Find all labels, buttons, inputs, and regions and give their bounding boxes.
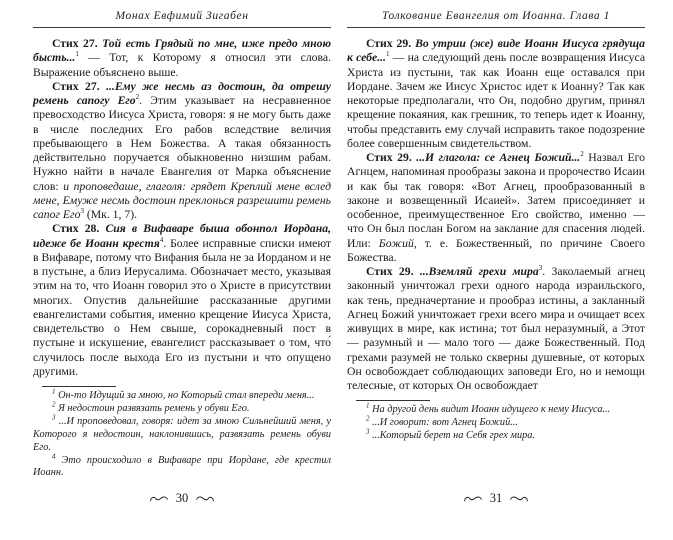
right-page-footer [347, 491, 645, 508]
left-footnote-list: $^1$ Он-то Идущий за мною, но Который стал впереди меня... $^2$ Я недостоин развязать ремень у обуви Его. $^3$ ...И проповедовал, говоря: идет за мною Сильнейший меня, у Которого я недостоин, наклонившись, развязать ремень обуви Его. $^4$ Это происходило в Вифаваре при Иордане, где крестил Иоанн. [33, 387, 331, 479]
right-footnote-list: $^1$ На другой день видит Иоанн идущего к нему Иисуса... $^2$ ...И говорит: вот Агнец Божий... $^3$ ...Который берет на Себя грех мира. [366, 401, 611, 442]
left-page-footer [33, 491, 331, 508]
left-page-body: Стих 27. Той есть Грядый по мне, иже предо мною бысть...$^1$ — Тот, к Которому я относил эти слова. Выражение объяснено выше. Стих 27. ...Ему же несмь аз достоин, да отрешу ремень сапогу Его$^2$. Этим указывает на несравненное превосходство Иисуса Христа, говоря: я не могу быть даже в числе последних Его рабов вследствие величия пребывающего в Нем Божества. А такая обязанность действительно поручается обыкновенно низшим рабам. Нужно найти в начале Евангелия от Марка объяснение слов: и проповедаше, глаголя: грядет Креплий мене вслед мене, Емуже несмь достоин преклонься разрешити ремень сапог Его$^3$ (Мк. 1, 7). Стих 28. Сия в Вифаваре быша обонпол Иордана, идеже бе Иоанн крестя$^4$. Более исправные списки имеют в Вифаваре, потому что Вифания была не за Иорданом и не в пустыне, а близ Иерусалима. Обозначает место, указывая этим на то, что Иоанн говорил это о Христе в присутствии многих. Опустив дальнейшие рассказанные другими евангелистами события, именно крещение Иисуса Христа, свидетельство о Нем свыше, сорокадневный пост в пустыне и искушение, евангелист рассказывает о том, что́ случилось после выхода Его из пустыни и что опущено другими. [33, 37, 331, 378]
right-running-head: Толкование Евангелия от Иоанна. Глава 1 [347, 10, 645, 28]
right-page-body: Стих 29. Во утрии (же) виде Иоанн Иисуса грядуща к себе...$^1$ — на следующий день после возвращения Иисуса Христа из пустыни, так как Иоанн еще оставался при Иордане. Зачем же Иисус Христос идет к Иоанну? Так как некоторые предполагали, что Он, подобно другим, принял крещение покаяния, как грешник, то теперь идет к Иоанну, чтобы представить ему случай исправить такое подозрение более совершенным свидетельством. Стих 29. ...И глагола: се Агнец Божий...$^2$ Назвал Его Агнцем, напоминая прообразы закона и пророчество Исаии и как бы так говоря: «Вот Агнец, прообразованный в законе и возвещенный Исаией». Затем присоединяет и особенное, преимущественное Его свойство, именно — что Он был послан Богом на заклание для спасения людей. Или: Божий, т. е. Божественный, по причине Своего Божества. Стих 29. ...Вземляй грехи мира$^3$. Заколаемый агнец законный уничтожал грехи одного народа израильского, как тень, предначертание и прообраз истины, а закланный Агнец Божий уничтожает грехи всего мира и очищает всех живущих в мире, как истина; тот был неразумный, а Этот — разумный и — мало того — даже Божественный. Под грехами разумей не только скверны душевные, от которых Он освобождает соблюдающих заповеди Его, но и немощи телесные, от которых Он освобождает [347, 37, 646, 392]
right-page [347, 10, 645, 508]
left-footnotes [33, 386, 331, 480]
page-number: 31 [489, 491, 503, 505]
flourish-right-icon [509, 494, 529, 503]
page-number: 30 [175, 491, 189, 505]
flourish-right-icon [195, 494, 215, 503]
left-running-head: Монах Евфимий Зигабен [33, 10, 331, 28]
flourish-left-icon [463, 494, 483, 503]
flourish-left-icon [149, 494, 169, 503]
left-page [33, 10, 331, 508]
right-footnotes [347, 400, 645, 443]
